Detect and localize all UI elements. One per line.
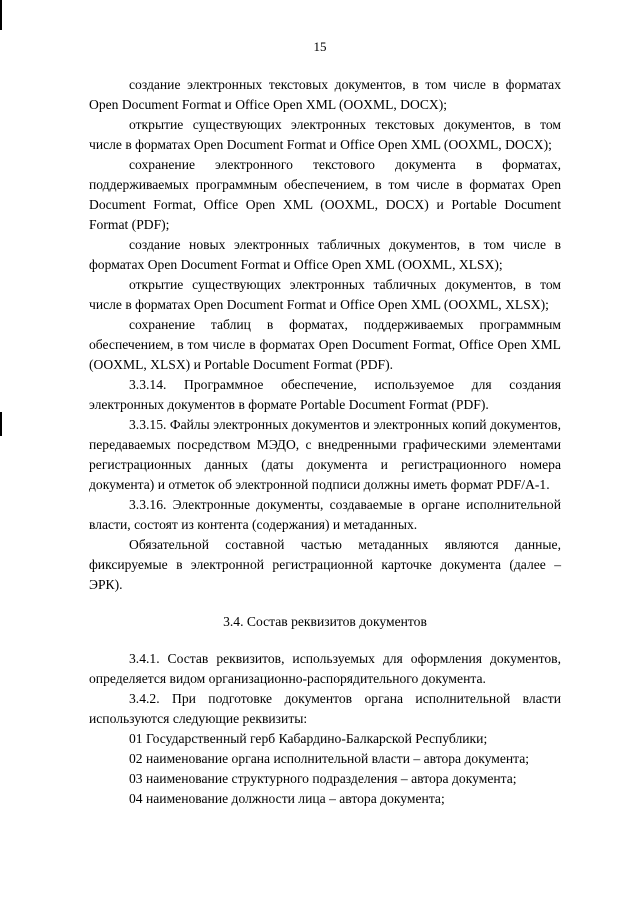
paragraph-3-3-16: 3.3.16. Электронные документы, создаваемые в органе исполнительной власти, состоят из контента (содержания) и метаданных. (89, 497, 561, 532)
requisite-item: 01 Государственный герб Кабардино-Балкарской Республики; (129, 731, 488, 746)
paragraph: сохранение электронного текстового документа в форматах, поддерживаемых программным обеспечением, в том числе в форматах Open Document Format, Office Open XML (OOXML, DOCX) и Portable Document Format (PDF); (89, 157, 561, 232)
paragraph: сохранение таблиц в форматах, поддерживаемых программным обеспечением, в том числе в форматах Open Document Format, Office Open XML (OOXML, XLSX) и Portable Document Format (PDF). (89, 317, 561, 372)
paragraph-3-4-2: 3.4.2. При подготовке документов органа исполнительной власти используются следующие реквизиты: (89, 691, 561, 726)
requisite-item: 02 наименование органа исполнительной власти – автора документа; (129, 751, 530, 766)
page-number: 15 (313, 39, 327, 54)
paragraph: создание электронных текстовых документов, в том числе в форматах Open Document Format и Office Open XML (OOXML, DOCX); (89, 77, 561, 112)
paragraph-3-3-15: 3.3.15. Файлы электронных документов и электронных копий документов, передаваемых посредством МЭДО, с внедренными графическими элементами регистрационных данных (даты документа и регистрационного номера документа) и отметок об электронной подписи должны иметь формат PDF/A-1. (89, 417, 561, 492)
paragraph: создание новых электронных табличных документов, в том числе в форматах Open Document Format и Office Open XML (OOXML, XLSX); (89, 237, 561, 272)
requisite-item: 03 наименование структурного подразделения – автора документа; (129, 771, 517, 786)
paragraph: открытие существующих электронных текстовых документов, в том числе в форматах Open Document Format и Office Open XML (OOXML, DOCX); (89, 117, 561, 152)
requisite-item: 04 наименование должности лица – автора документа; (129, 791, 445, 806)
left-margin-mark-middle (0, 412, 2, 436)
paragraph: Обязательной составной частью метаданных являются данные, фиксируемые в электронной регистрационной карточке документа (далее – ЭРК). (89, 537, 561, 592)
paragraph-3-4-1: 3.4.1. Состав реквизитов, используемых для оформления документов, определяется видом организационно-распорядительного документа. (89, 651, 561, 686)
left-margin-mark-top (0, 0, 2, 30)
document-body (89, 75, 561, 809)
paragraph: открытие существующих электронных табличных документов, в том числе в форматах Open Document Format и Office Open XML (OOXML, XLSX); (89, 277, 561, 312)
paragraph-3-3-14: 3.3.14. Программное обеспечение, используемое для создания электронных документов в формате Portable Document Format (PDF). (89, 377, 561, 412)
section-heading: 3.4. Состав реквизитов документов (223, 614, 427, 629)
